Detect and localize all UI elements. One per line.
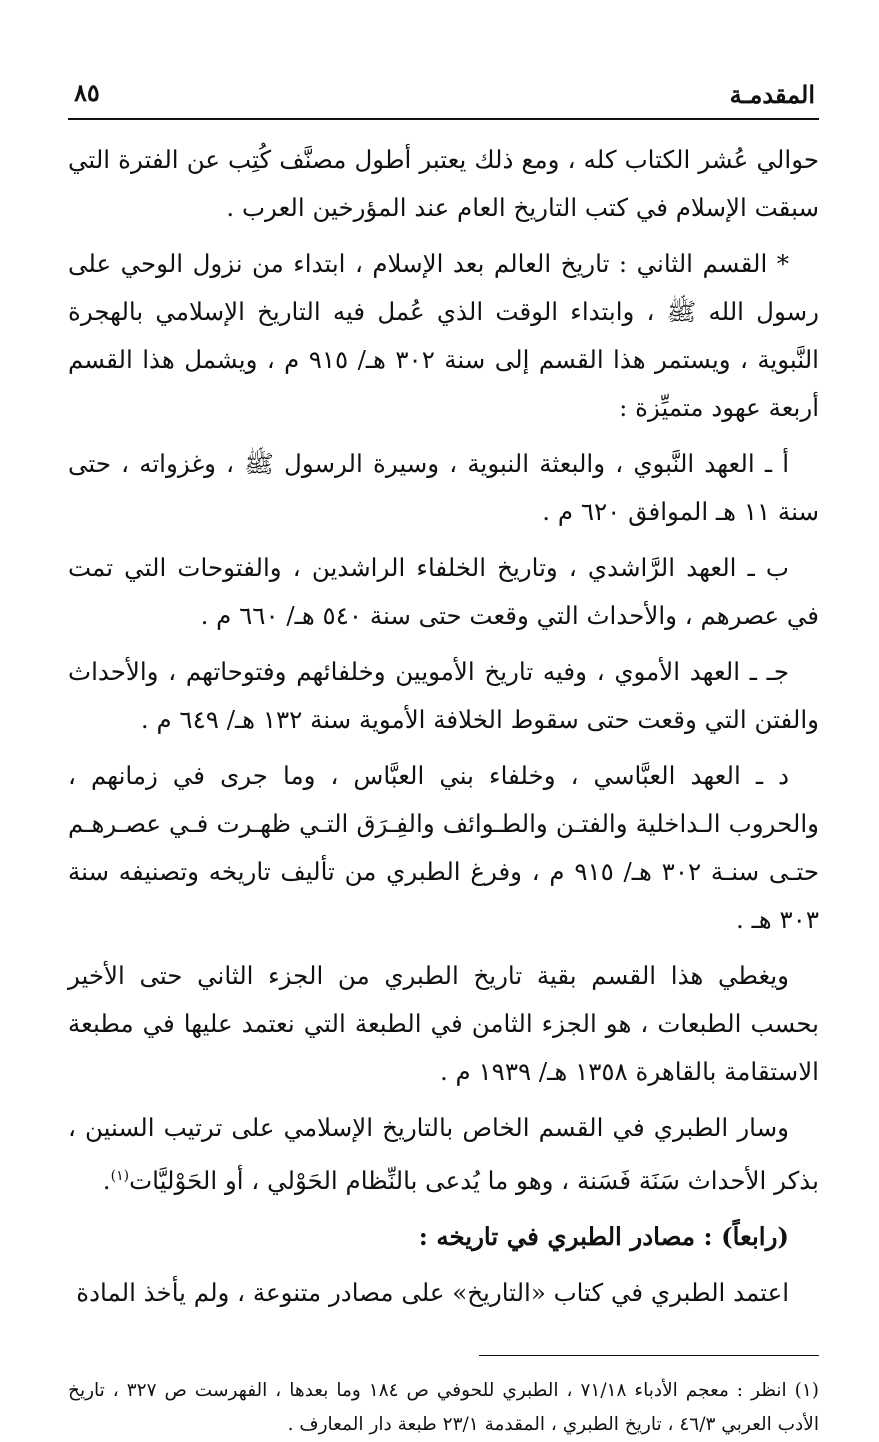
paragraph-4: ب ـ العهد الرَّاشدي ، وتاريخ الخلفاء الراشدين ، والفتوحات التي تمت في عصرهم ، والأحداث التي وقعت حتى سنة ٥٤٠ هـ/ ٦٦٠ م . — [68, 553, 819, 630]
paragraph-10: اعتمد الطبري في كتاب «التاريخ» على مصادر متنوعة ، ولم يأخذ المادة — [76, 1278, 789, 1308]
book-page — [68, 78, 819, 1436]
paragraph-5: جـ ـ العهد الأموي ، وفيه تاريخ الأمويين وخلفائهم وفتوحاتهم ، والأحداث والفتن التي وقعت حتى سقوط الخلافة الأموية سنة ١٣٢ هـ/ ٦٤٩ م . — [68, 657, 819, 734]
page-number: ٨٥ — [74, 78, 100, 107]
header-title: المقدمـة — [729, 80, 815, 109]
paragraph-8-end: . — [102, 1166, 111, 1196]
paragraph-8 — [68, 1104, 819, 1205]
section-heading: (رابعاً) : مصادر الطبري في تاريخه : — [418, 1222, 789, 1252]
paragraph-8-text: وسار الطبري في القسم الخاص بالتاريخ الإسلامي على ترتيب السنين ، بذكر الأحداث سَنَة فَسَنة ، وهو ما يُدعى بالنِّظام الحَوْلي ، أو الحَوْليَّات — [68, 1113, 819, 1196]
running-header — [68, 78, 819, 120]
paragraph-3: أ ـ العهد النَّبوي ، والبعثة النبوية ، وسيرة الرسول ﷺ ، وغزواته ، حتى سنة ١١ هـ الموافق ٦٢٠ م . — [68, 449, 819, 526]
footnote-reference: (١) — [110, 1168, 130, 1184]
paragraph-2: * القسم الثاني : تاريخ العالم بعد الإسلام ، ابتداء من نزول الوحي على رسول الله ﷺ ، وابتداء الوقت الذي عُمل فيه التاريخ الإسلامي بالهجرة النَّبوية ، ويستمر هذا القسم إلى سنة ٣٠٢ هـ/ ٩١٥ م ، ويشمل هذا القسم أربعة عهود متميِّزة : — [68, 249, 819, 422]
footnote-divider — [479, 1355, 819, 1356]
footnote-1: (١) انظر : معجم الأدباء ٧١/١٨ ، الطبري للحوفي ص ١٨٤ وما بعدها ، الفهرست ص ٣٢٧ ، تاريخ الأدب العربي ٤٦/٣ ، تاريخ الطبري ، المقدمة ٢٣/١ طبعة دار المعارف . — [68, 1380, 819, 1436]
paragraph-7: ويغطي هذا القسم بقية تاريخ الطبري من الجزء الثاني حتى الأخير بحسب الطبعات ، هو الجزء الثامن في الطبعة التي نعتمد عليها في مطبعة الاستقامة بالقاهرة ١٣٥٨ هـ/ ١٩٣٩ م . — [68, 961, 819, 1086]
paragraph-1: حوالي عُشر الكتاب كله ، ومع ذلك يعتبر أطول مصنَّف كُتِب عن الفترة التي سبقت الإسلام في كتب التاريخ العام عند المؤرخين العرب . — [68, 145, 819, 222]
footnote-area — [68, 1325, 819, 1442]
paragraph-6: د ـ العهد العبَّاسي ، وخلفاء بني العبَّاس ، وما جرى في زمانهم ، والحروب الـداخلية والفتـن والطـوائف والفِـرَق التـي ظهـرت فـي عصـرهـم حتـى سنـة ٣٠٢ هـ/ ٩١٥ م ، وفرغ الطبري من تأليف تاريخه وتصنيفه سنة ٣٠٣ هـ . — [68, 761, 819, 934]
body-text — [68, 136, 819, 1317]
